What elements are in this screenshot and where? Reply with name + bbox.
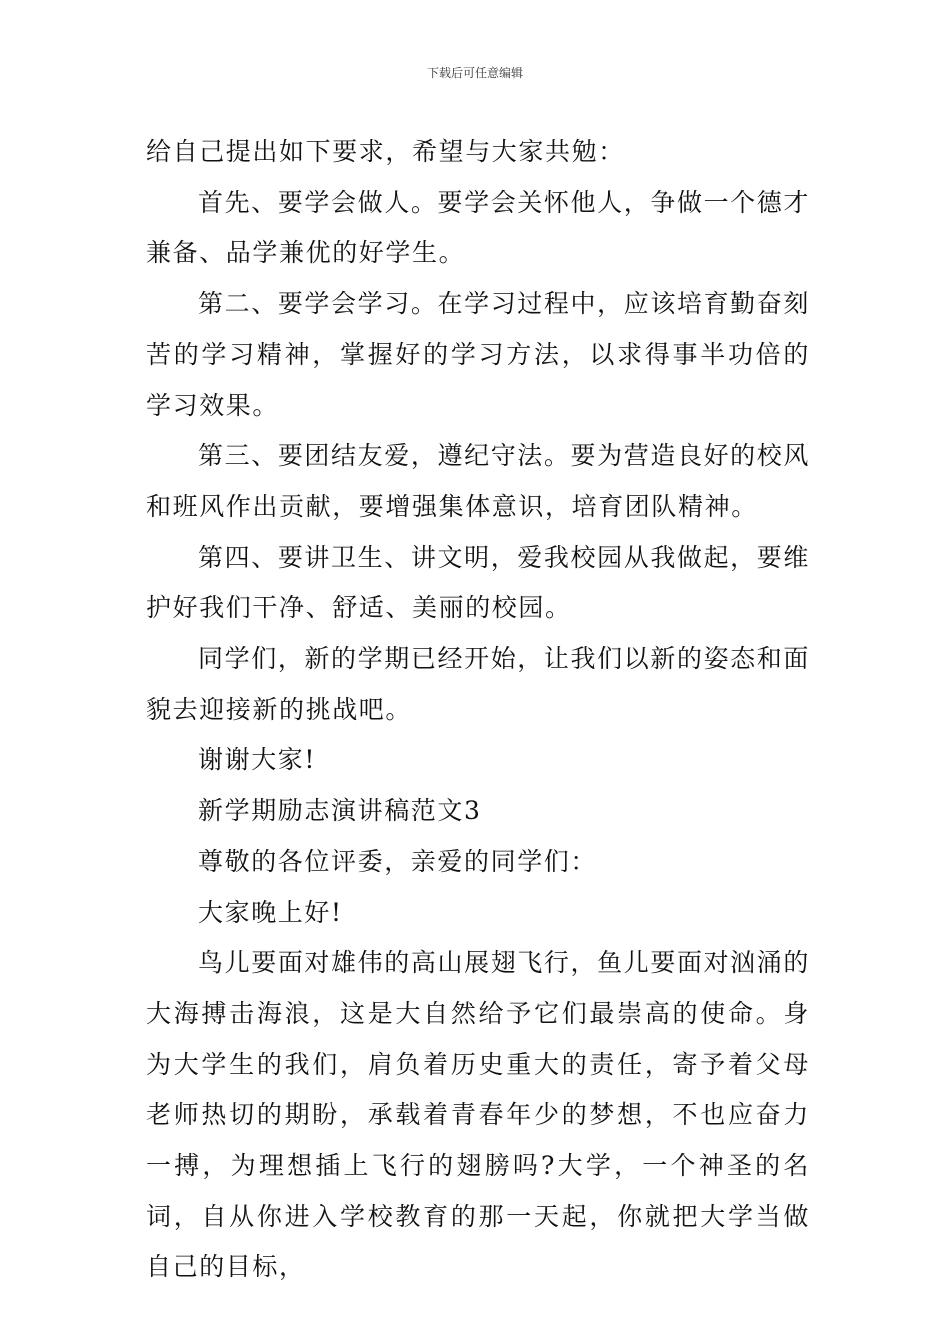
paragraph-main: 鸟儿要面对雄伟的高山展翅飞行，鱼儿要面对汹涌的大海搏击海浪，这是大自然给予它们最崇高的使命。身为大学生的我们，肩负着历史重大的责任，寄予着父母老师热切的期盼，承载着青春年少的梦想，不也应奋力一搏，为理想插上飞行的翅膀吗?大学，一个神圣的名词，自从你进入学校教育的那一天起，你就把大学当做自己的目标， (146, 948, 810, 1282)
paragraph-fourth: 第四、要讲卫生、讲文明，爱我校园从我做起，要维护好我们干净、舒适、美丽的校园。 (146, 542, 810, 623)
paragraph-thanks: 谢谢大家! (198, 745, 317, 775)
paragraph-closing: 同学们，新的学期已经开始，让我们以新的姿态和面貌去迎接新的挑战吧。 (146, 644, 810, 724)
page-header-note: 下载后可任意编辑 (426, 66, 523, 80)
paragraph-salutation: 尊敬的各位评委，亲爱的同学们： (198, 846, 598, 876)
paragraph-first: 首先、要学会做人。要学会关怀他人，争做一个德才兼备、品学兼优的好学生。 (146, 187, 810, 268)
paragraph-second: 第二、要学会学习。在学习过程中，应该培育勤奋刻苦的学习精神，掌握好的学习方法，以求得事半功倍的学习效果。 (146, 289, 810, 420)
section-title: 新学期励志演讲稿范文3 (198, 796, 482, 826)
document-body (146, 127, 810, 1293)
paragraph-greeting: 大家晚上好! (198, 897, 343, 927)
paragraph-third: 第三、要团结友爱，遵纪守法。要为营造良好的校风和班风作出贡献，要增强集体意识，培育团队精神。 (146, 441, 810, 521)
paragraph-intro: 给自己提出如下要求，希望与大家共勉： (146, 137, 625, 166)
